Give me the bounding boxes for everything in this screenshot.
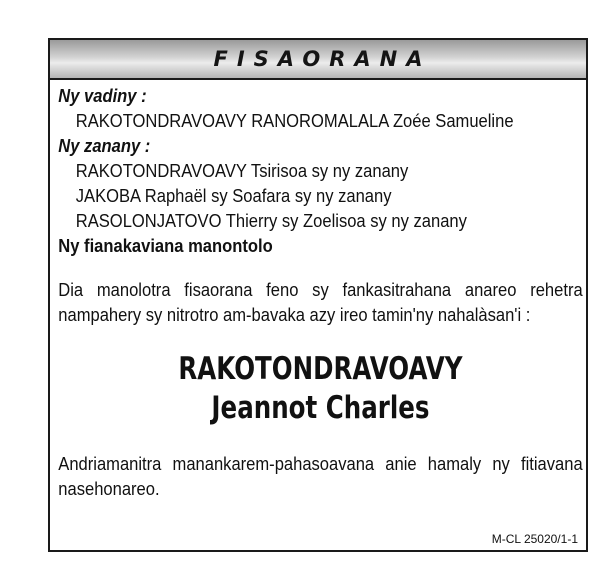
- child-line: RASOLONJATOVO Thierry sy Zoelisoa sy ny zanany: [75, 211, 467, 231]
- notice-body: [50, 80, 588, 502]
- closing-message-line: Andriamanitra manankarem-pahasoavana anie hamaly ny fitiavana: [58, 454, 583, 474]
- closing-message-line: nasehonareo.: [58, 479, 160, 499]
- deceased-given-names: Jeannot Charles: [211, 390, 430, 426]
- thanks-message-line: Dia manolotra fisaorana feno sy fankasitrahana anareo rehetra: [58, 280, 583, 300]
- notice-title: FISAORANA: [213, 47, 432, 71]
- child-line: JAKOBA Raphaël sy Soafara sy ny zanany: [75, 186, 392, 206]
- thanks-message-line: nampahery sy nitrotro am-bavaka azy ireo tamin'ny nahalàsan'i :: [58, 305, 531, 325]
- children-label: Ny zanany :: [58, 136, 151, 156]
- widow-label: Ny vadiny :: [58, 86, 147, 106]
- thanks-message: [58, 278, 582, 328]
- deceased-surname: RAKOTONDRAVOAVY: [178, 351, 463, 387]
- title-bar: [50, 40, 586, 80]
- closing-message: [58, 452, 582, 502]
- child-line: RAKOTONDRAVOAVY Tsirisoa sy ny zanany: [75, 161, 409, 181]
- reference-code: M-CL 25020/1-1: [491, 532, 578, 546]
- family-line: Ny fianakaviana manontolo: [58, 236, 273, 256]
- deceased-name-block: [95, 350, 546, 428]
- thanks-notice: [48, 38, 588, 552]
- widow-name: RAKOTONDRAVOAVY RANOROMALALA Zoée Samueline: [75, 111, 514, 131]
